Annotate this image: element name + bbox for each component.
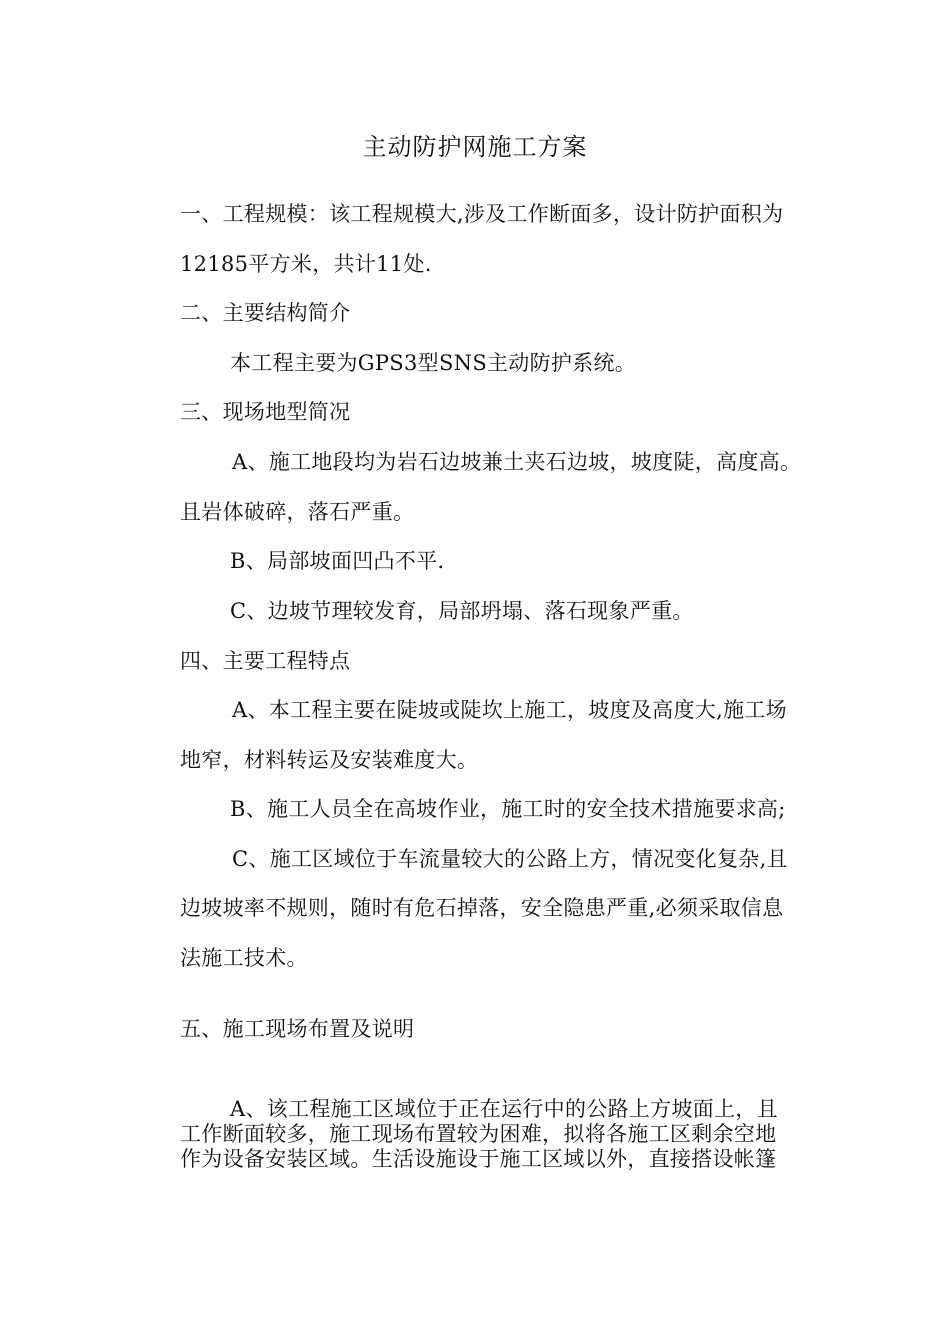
- section-2-body: 本工程主要为GPS3型SNS主动防护系统。: [230, 351, 637, 375]
- section-4-item-c-line-1: C、施工区域位于车流量较大的公路上方，情况变化复杂,且: [232, 847, 788, 871]
- section-5-heading: 五、施工现场布置及说明: [180, 1017, 415, 1041]
- section-4-item-a-line-2: 地窄，材料转运及安装难度大。: [180, 748, 479, 772]
- section-1-line-1: 一、工程规模：该工程规模大,涉及工作断面多，设计防护面积为: [180, 202, 784, 226]
- section-3-item-a-line-1: A、施工地段均为岩石边坡兼土夹石边坡，坡度陡，高度高。: [232, 450, 802, 474]
- section-3-item-c: C、边坡节理较发育，局部坍塌、落石现象严重。: [230, 599, 694, 623]
- section-2-heading: 二、主要结构简介: [180, 301, 351, 325]
- section-3-heading: 三、现场地型简况: [180, 400, 351, 424]
- section-5-item-a-line-2: 工作断面较多，施工现场布置较为困难，拟将各施工区剩余空地: [180, 1122, 777, 1146]
- section-4-item-c-line-2: 边坡坡率不规则，随时有危石掉落，安全隐患严重,必须采取信息: [180, 896, 784, 920]
- section-4-item-c-line-3: 法施工技术。: [180, 946, 308, 970]
- section-3-item-a-line-2: 且岩体破碎，落石严重。: [180, 500, 415, 524]
- section-3-item-b: B、局部坡面凹凸不平.: [230, 549, 445, 573]
- document-title: 主动防护网施工方案: [362, 133, 588, 161]
- section-4-item-a-line-1: A、本工程主要在陡坡或陡坎上施工，坡度及高度大,施工场: [232, 698, 787, 722]
- section-4-item-b: B、施工人员全在高坡作业，施工时的安全技术措施要求高;: [230, 797, 786, 821]
- section-4-heading: 四、主要工程特点: [180, 649, 351, 673]
- section-1-line-2: 12185平方米，共计11处.: [180, 252, 432, 276]
- section-5-item-a-line-3: 作为设备安装区域。生活设施设于施工区域以外，直接搭设帐篷: [180, 1147, 777, 1171]
- section-5-item-a-line-1: A、该工程施工区域位于正在运行中的公路上方坡面上，且: [230, 1097, 778, 1121]
